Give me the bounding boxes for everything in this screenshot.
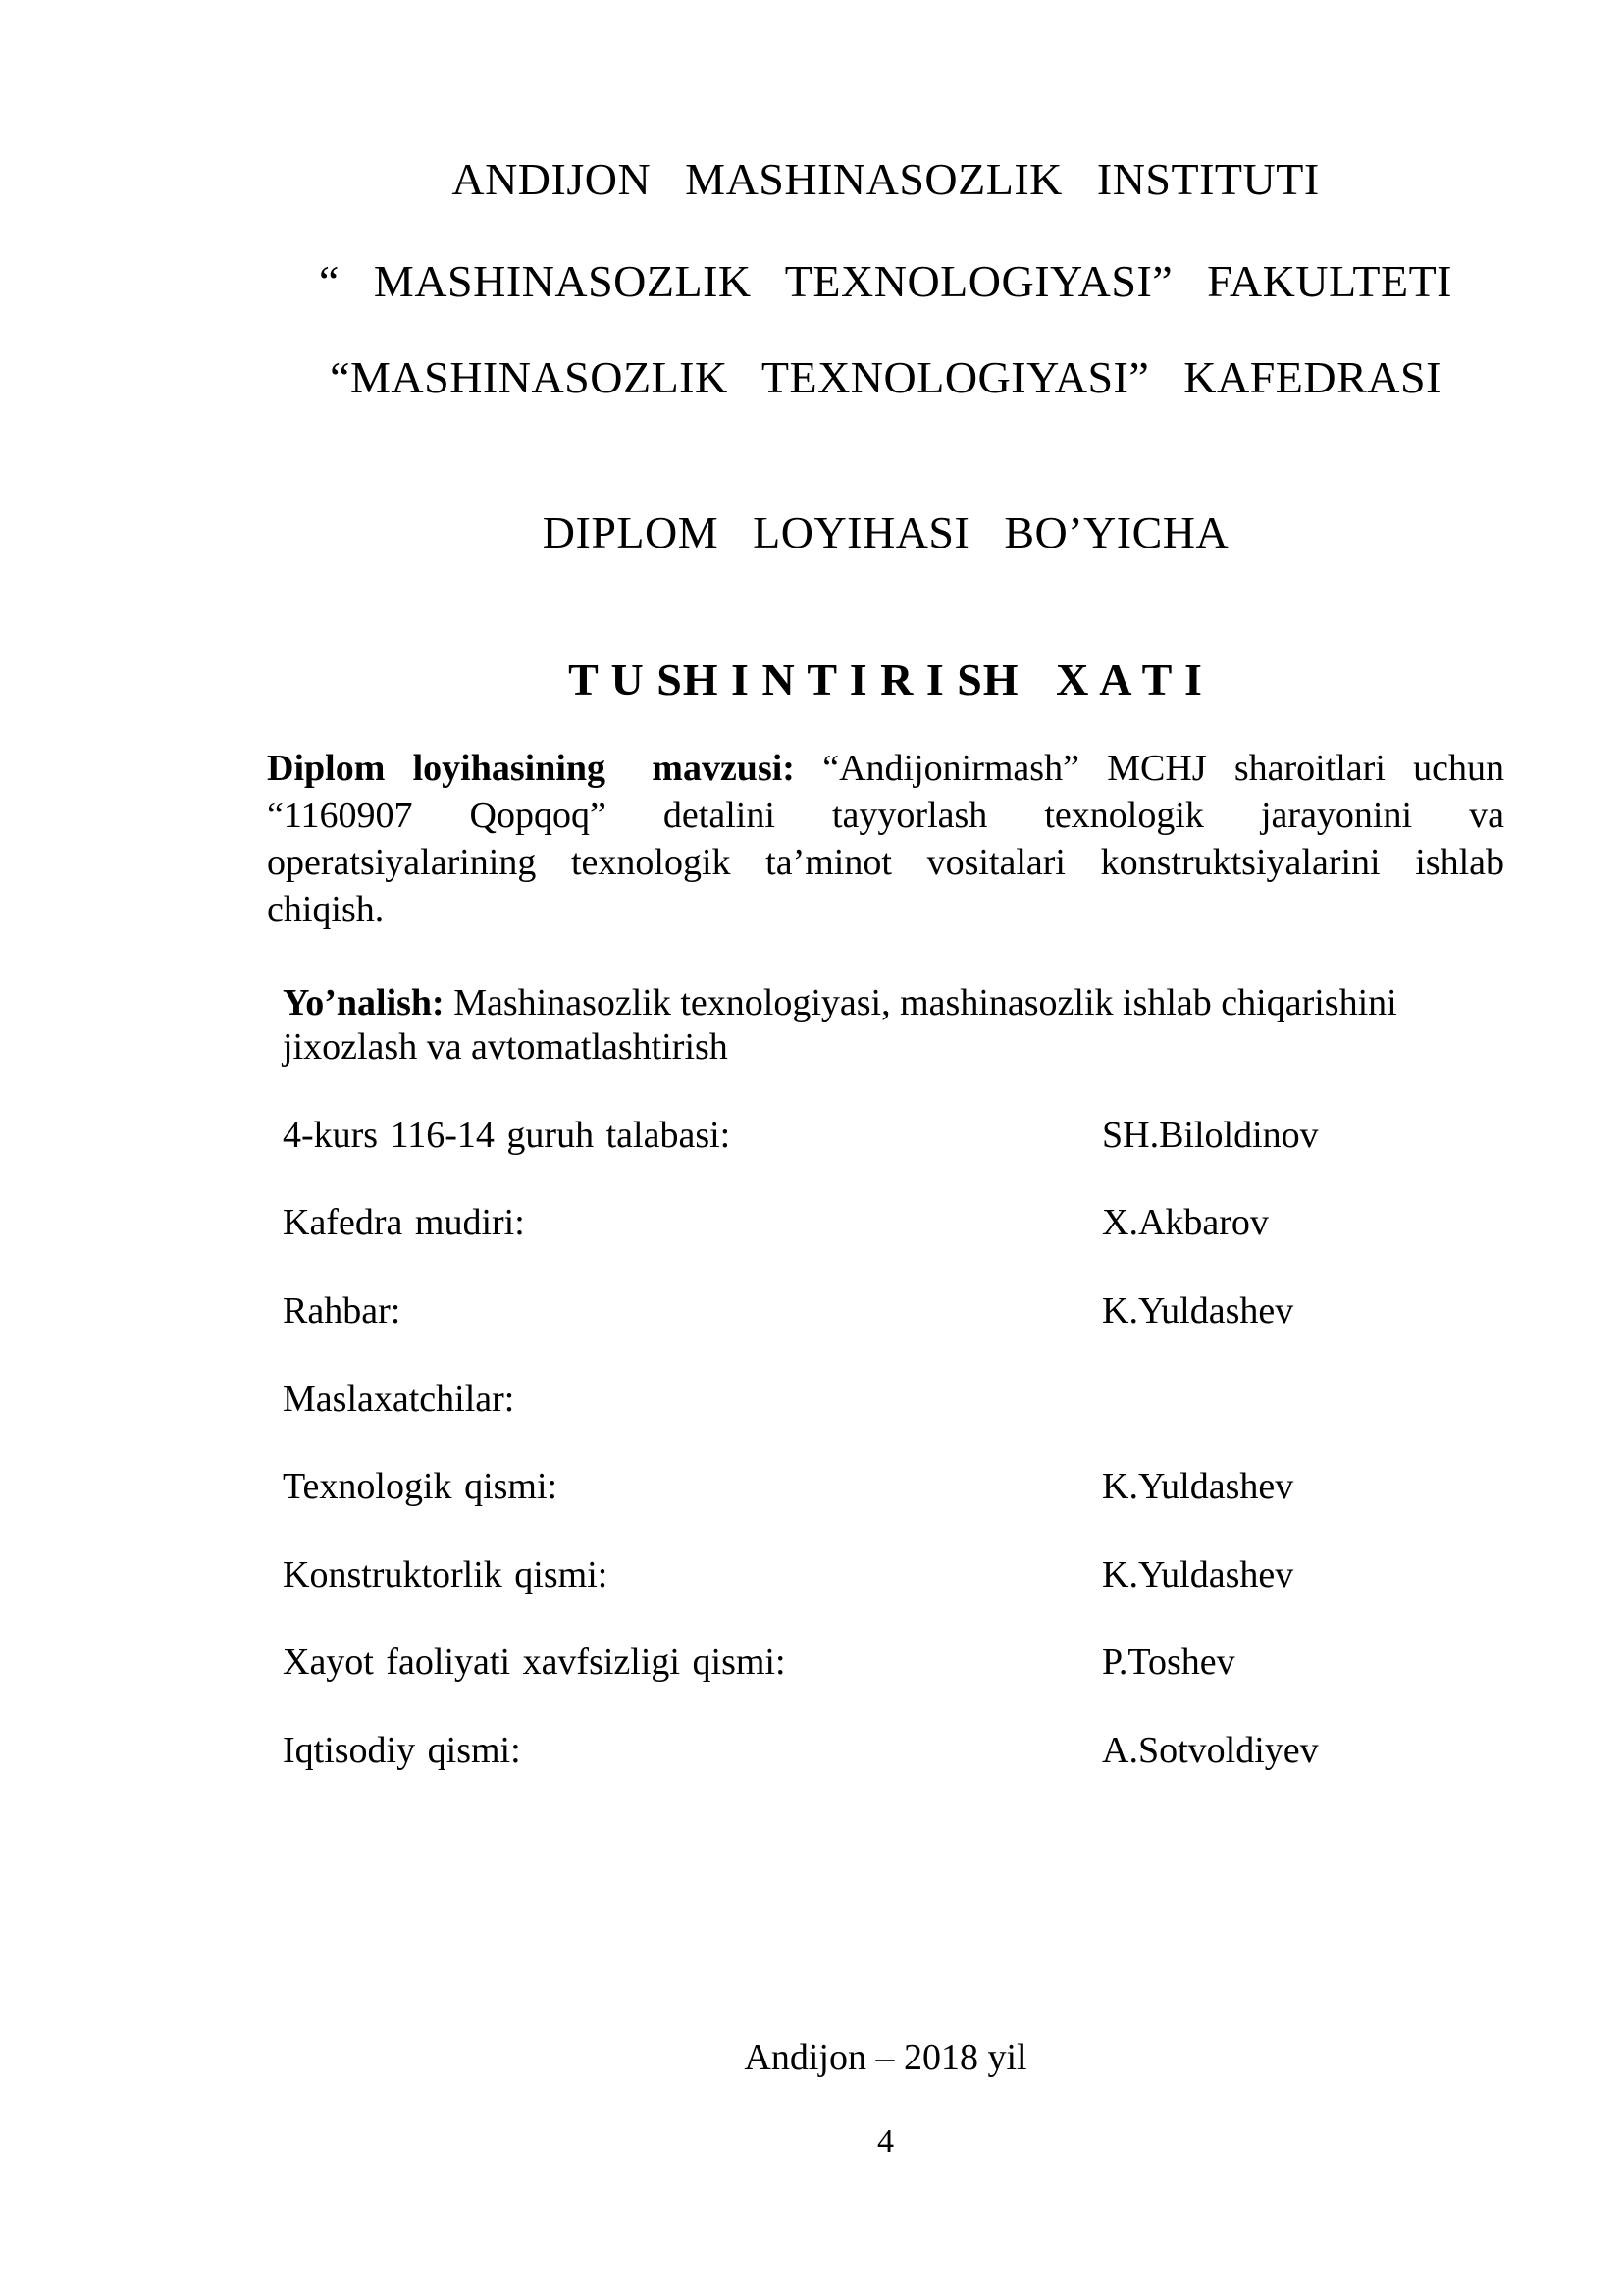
topic-line-1-text: “Andijonirmash” MCHJ sharoitlari uchun: [822, 748, 1505, 789]
page-number: 4: [877, 2123, 894, 2160]
topic-line-3: operatsiyalarining texnologik ta’minot vositalari konstruktsiyalarini ishlab: [267, 842, 1504, 883]
signatory-name: K.Yuldashev: [1102, 1466, 1294, 1507]
signatory-row-technological: [283, 1464, 1578, 1509]
signatory-label: 4-kurs 116-14 guruh talabasi:: [283, 1115, 731, 1156]
signatory-name: K.Yuldashev: [1102, 1290, 1294, 1331]
project-subtitle: DIPLOM LOYIHASI BO’YICHA: [542, 507, 1230, 557]
signatory-label: Rahbar:: [283, 1290, 401, 1331]
signatory-label: Kafedra mudiri:: [283, 1202, 525, 1243]
signatory-label: Xayot faoliyati xavfsizligi qismi:: [283, 1642, 786, 1683]
topic-label: Diplom loyihasining mavzusi:: [267, 748, 795, 789]
direction-line-2: jixozlash va avtomatlashtirish: [283, 1026, 728, 1068]
signatory-name: K.Yuldashev: [1102, 1554, 1294, 1595]
document-title: T U SH I N T I R I SH X A T I: [568, 654, 1203, 704]
signatory-name: X.Akbarov: [1102, 1202, 1269, 1243]
department-name: “MASHINASOZLIK TEXNOLOGIYASI” KAFEDRASI: [330, 352, 1441, 402]
signatory-label: Iqtisodiy qismi:: [283, 1730, 521, 1771]
direction-line-1: [283, 981, 1506, 1025]
signatory-row-department-head: [283, 1200, 1578, 1245]
direction-paragraph: [283, 981, 1506, 1070]
topic-paragraph: [267, 745, 1504, 933]
signatory-row-design: [283, 1552, 1578, 1597]
topic-line-4: chiqish.: [267, 889, 385, 930]
place-and-year: Andijon – 2018 yil: [744, 2037, 1027, 2078]
signatory-name: SH.Biloldinov: [1102, 1115, 1319, 1156]
signatory-row-student: [283, 1113, 1578, 1158]
signatory-name: P.Toshev: [1102, 1642, 1235, 1683]
institute-name: ANDIJON MASHINASOZLIK INSTITUTI: [451, 154, 1320, 204]
signatory-row-consultants: [283, 1377, 1578, 1422]
signatory-row-economic: [283, 1728, 1578, 1773]
signatory-row-supervisor: [283, 1288, 1578, 1333]
direction-line-1-text: Mashinasozlik texnologiyasi, mashinasozlik ishlab chiqarishini: [453, 982, 1397, 1023]
topic-line-2: “1160907 Qopqoq” detalini tayyorlash texnologik jarayonini va: [267, 795, 1504, 836]
signatory-label: Konstruktorlik qismi:: [283, 1554, 608, 1595]
faculty-name: “ MASHINASOZLIK TEXNOLOGIYASI” FAKULTETI: [319, 256, 1452, 306]
direction-label: Yo’nalish:: [283, 982, 445, 1023]
signatory-row-life-safety: [283, 1640, 1578, 1685]
signatory-name: A.Sotvoldiyev: [1102, 1730, 1319, 1771]
signatory-label: Maslaxatchilar:: [283, 1379, 515, 1420]
signatory-label: Texnologik qismi:: [283, 1466, 558, 1507]
topic-line-1: [267, 745, 1504, 792]
